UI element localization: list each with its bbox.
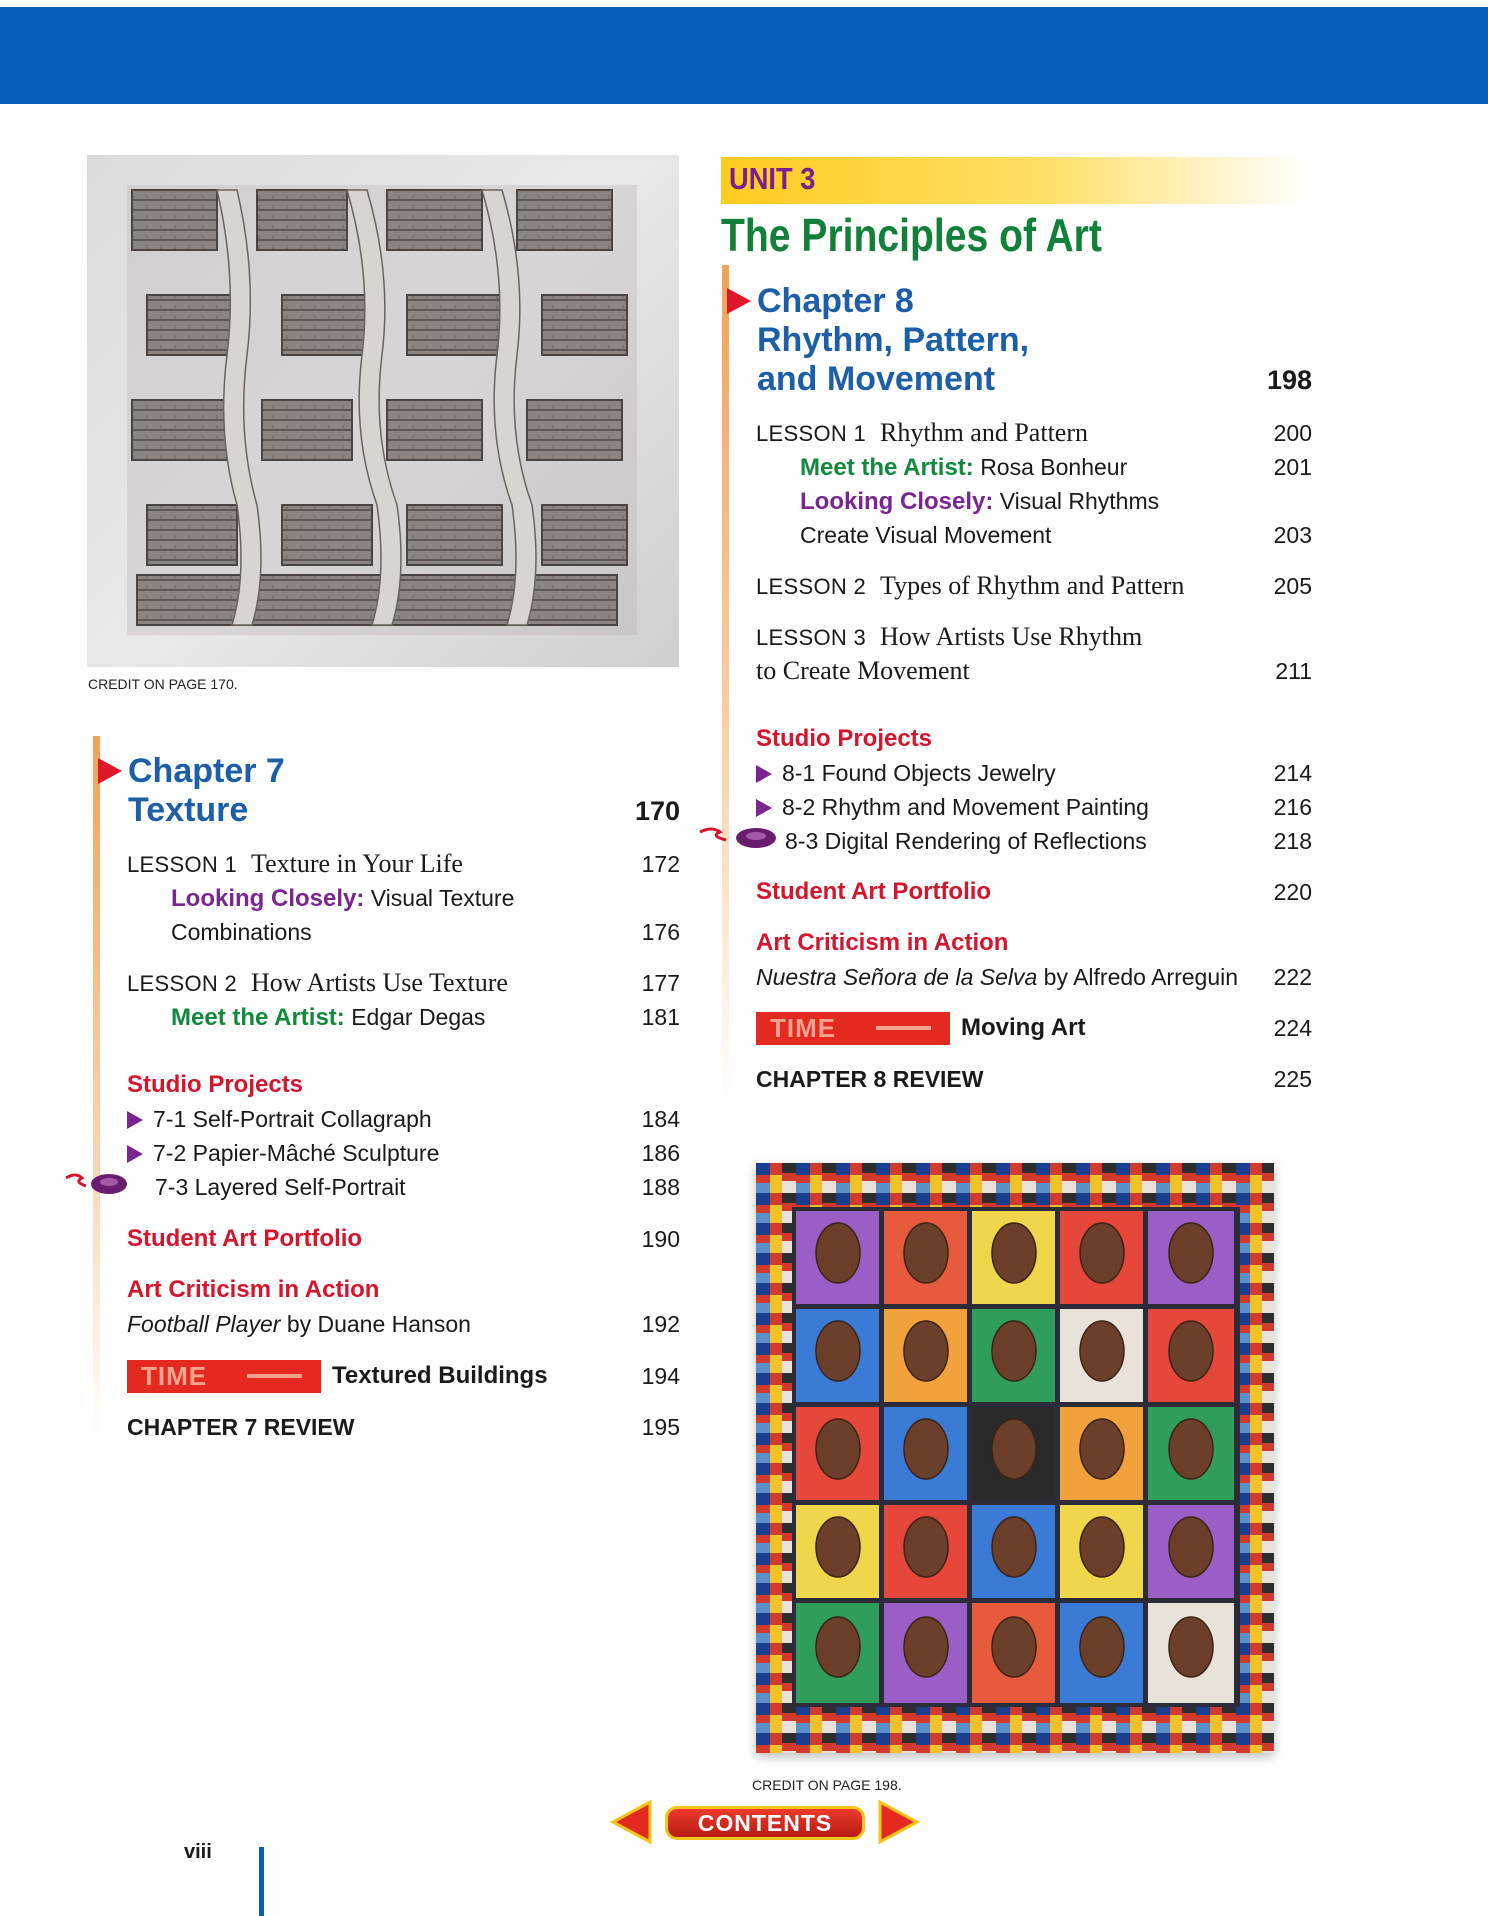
quilt-photo [756, 1163, 1274, 1753]
ch7-studio-page: 186 [641, 1140, 680, 1166]
header-bar [0, 7, 1488, 104]
ch8-portfolio[interactable]: Student Art Portfolio [756, 878, 992, 905]
ch7-criticism-work[interactable] [127, 1310, 471, 1338]
ch8-time-page: 224 [1273, 1015, 1312, 1041]
chapter8-page: 198 [1266, 365, 1312, 395]
unit-banner [721, 157, 1309, 204]
ch7-lesson1-title: Texture in Your Life [251, 849, 463, 878]
ch7-meet-artist[interactable] [171, 1003, 485, 1032]
ch7-portfolio[interactable]: Student Art Portfolio [127, 1225, 363, 1252]
ch8-studio-item[interactable] [756, 759, 1056, 787]
ch8-lesson3-title2: to Create Movement [756, 656, 970, 685]
ch7-lesson1[interactable] [127, 850, 463, 879]
chapter8-title-line1: Rhythm, Pattern, [757, 321, 1030, 359]
play-triangle-icon [127, 1145, 143, 1163]
ch8-studio-item-label: 8-1 Found Objects Jewelry [782, 760, 1056, 786]
time-logo [127, 1360, 321, 1393]
ch7-portfolio-page: 190 [641, 1226, 680, 1252]
ch7-lesson1-tag: LESSON 1 [127, 852, 238, 877]
ch7-studio-page: 184 [641, 1106, 680, 1132]
digital-mouse-icon [64, 1170, 130, 1196]
sculpture-photo [87, 155, 679, 667]
digital-mouse-icon [698, 824, 780, 850]
ch7-review[interactable]: CHAPTER 7 REVIEW [127, 1414, 355, 1440]
ch8-review-page: 225 [1273, 1066, 1312, 1092]
ch7-looking-closely[interactable] [171, 884, 514, 913]
play-triangle-icon [756, 765, 772, 783]
ch8-looking-closely[interactable] [800, 487, 1159, 516]
ch7-criticism-page: 192 [641, 1311, 680, 1337]
sculpture-illustration [87, 155, 679, 667]
ch8-lesson2-page: 205 [1273, 573, 1312, 599]
time-logo [756, 1012, 950, 1045]
time-logo-text: TIME [770, 1013, 837, 1043]
chapter7-page: 170 [634, 796, 680, 826]
ch7-time-page: 194 [641, 1363, 680, 1389]
ch8-looking-text: Visual Rhythms [999, 488, 1160, 514]
play-triangle-icon [127, 1111, 143, 1129]
play-triangle-icon [756, 799, 772, 817]
ch8-studio-page: 216 [1273, 794, 1312, 820]
time-logo-strip [876, 1026, 931, 1030]
ch7-looking-text: Visual Texture [370, 885, 515, 911]
ch8-criticism-heading: Art Criticism in Action [756, 929, 1009, 956]
ch8-lesson2-title: Types of Rhythm and Pattern [880, 571, 1185, 600]
ch7-looking-label: Looking Closely: [171, 885, 365, 912]
ch7-criticism-title: Football Player [127, 1311, 281, 1337]
contents-label: CONTENTS [697, 1810, 833, 1836]
sculpture-credit: CREDIT ON PAGE 170. [88, 676, 238, 692]
ch7-studio-page: 188 [641, 1174, 680, 1200]
ch8-extra-text[interactable]: Create Visual Movement [800, 522, 1052, 548]
ch8-meet-label: Meet the Artist: [800, 454, 974, 481]
ch8-studio-item[interactable]: 8-3 Digital Rendering of Reflections [785, 828, 1147, 854]
ch7-criticism-by: by Duane Hanson [286, 1311, 471, 1337]
ch8-lesson1-tag: LESSON 1 [756, 421, 867, 446]
ch8-portfolio-page: 220 [1273, 879, 1312, 905]
ch7-studio-item-label: 7-2 Papier-Mâché Sculpture [153, 1140, 440, 1166]
ch7-lesson2-title: How Artists Use Texture [251, 968, 508, 997]
footer-rule [259, 1847, 264, 1916]
ch7-looking-page: 176 [641, 919, 680, 945]
ch8-criticism-page: 222 [1273, 964, 1312, 990]
ch8-studio-item[interactable] [756, 793, 1149, 821]
ch8-lesson3-title: How Artists Use Rhythm [880, 622, 1143, 651]
ch8-studio-heading: Studio Projects [756, 725, 933, 752]
ch7-lesson1-page: 172 [641, 851, 680, 877]
ch7-meet-label: Meet the Artist: [171, 1004, 345, 1031]
ch7-studio-item-label: 7-1 Self-Portrait Collagraph [153, 1106, 432, 1132]
ch8-studio-item-label: 8-2 Rhythm and Movement Painting [782, 794, 1149, 820]
unit-label: UNIT 3 [729, 161, 816, 196]
quilt-credit: CREDIT ON PAGE 198. [752, 1777, 902, 1793]
ch8-extra-page: 203 [1273, 522, 1312, 548]
ch8-studio-page: 218 [1273, 828, 1312, 854]
ch7-lesson2[interactable] [127, 969, 508, 998]
page-number: viii [184, 1841, 212, 1863]
ch7-meet-page: 181 [641, 1004, 680, 1030]
ch8-lesson1[interactable] [756, 419, 1088, 448]
ch7-studio-item[interactable] [127, 1105, 432, 1133]
chapter7-rule [93, 736, 100, 1436]
ch8-lesson1-title: Rhythm and Pattern [880, 418, 1088, 447]
ch7-review-page: 195 [641, 1414, 680, 1440]
ch8-meet-artist[interactable] [800, 453, 1127, 482]
chapter7-arrow-icon [98, 758, 122, 784]
ch8-lesson2[interactable] [756, 572, 1184, 601]
ch8-looking-label: Looking Closely: [800, 488, 994, 515]
chapter8-rule [722, 265, 729, 1105]
prev-arrow-icon[interactable] [610, 1800, 654, 1844]
chapter8-title-line2: and Movement [757, 360, 996, 398]
ch7-studio-heading: Studio Projects [127, 1071, 304, 1098]
ch8-meet-text: Rosa Bonheur [980, 454, 1128, 480]
ch7-lesson2-tag: LESSON 2 [127, 971, 238, 996]
ch7-criticism-heading: Art Criticism in Action [127, 1276, 380, 1303]
quilt-illustration [756, 1163, 1274, 1753]
chapter7-title: Texture [128, 791, 249, 829]
ch8-criticism-by: by Alfredo Arreguin [1043, 964, 1239, 990]
ch8-lesson3[interactable] [756, 623, 1142, 652]
ch7-time-feature[interactable]: Textured Buildings [332, 1362, 548, 1389]
chapter7-label: Chapter 7 [128, 752, 285, 790]
chapter8-arrow-icon [727, 288, 751, 314]
ch8-lesson3-page: 211 [1275, 658, 1312, 684]
ch7-lesson2-page: 177 [641, 970, 680, 996]
ch7-looking-text2: Combinations [171, 919, 312, 945]
chapter8-label: Chapter 8 [757, 282, 914, 320]
ch8-criticism-title: Nuestra Señora de la Selva [756, 964, 1038, 990]
ch8-studio-page: 214 [1273, 760, 1312, 786]
ch7-studio-item[interactable] [127, 1139, 439, 1167]
ch8-review[interactable]: CHAPTER 8 REVIEW [756, 1066, 984, 1092]
unit-title: The Principles of Art [721, 209, 1102, 261]
next-arrow-icon[interactable] [876, 1800, 920, 1844]
ch8-lesson3-tag: LESSON 3 [756, 625, 867, 650]
ch8-lesson1-page: 200 [1273, 420, 1312, 446]
time-logo-strip [247, 1374, 302, 1378]
ch8-time-feature[interactable]: Moving Art [961, 1014, 1086, 1041]
time-logo-text: TIME [141, 1361, 208, 1391]
ch8-criticism-work[interactable] [756, 963, 1238, 991]
ch7-meet-text: Edgar Degas [351, 1004, 486, 1030]
ch8-lesson2-tag: LESSON 2 [756, 574, 867, 599]
ch8-meet-page: 201 [1273, 454, 1312, 480]
ch7-studio-item[interactable]: 7-3 Layered Self-Portrait [155, 1174, 406, 1200]
contents-button[interactable] [665, 1806, 865, 1840]
